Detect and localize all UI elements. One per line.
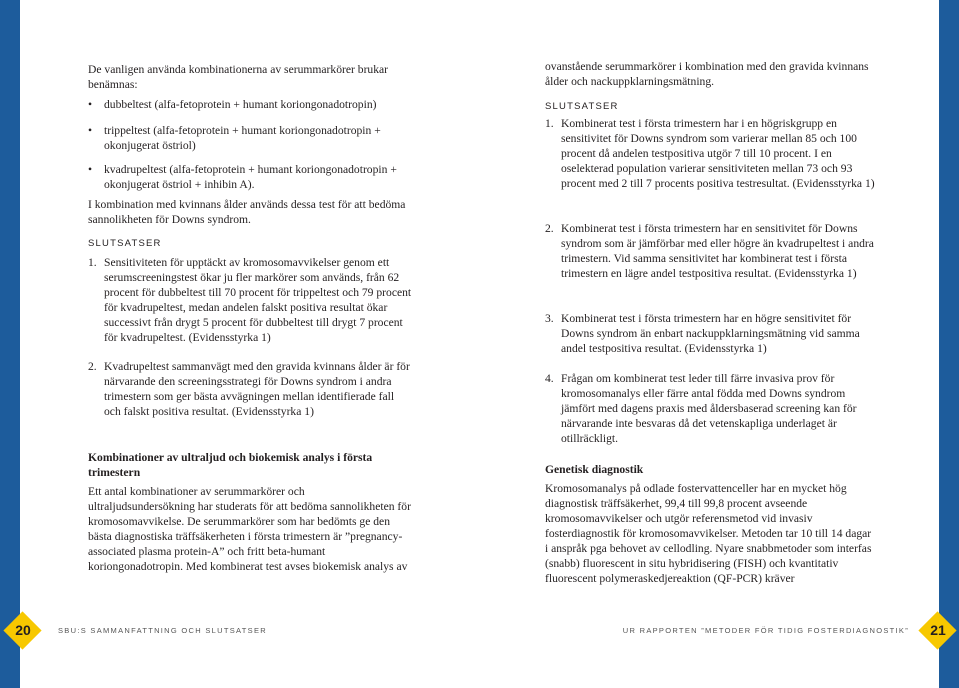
conclusion-text: Frågan om kombinerat test leder till färre invasiva prov för kromosomanalys eller färre antal födda med Downs syndrom jämfört med dagens praxis med åldersbaserad screening kan för närvarande inte besvaras då det vetenskapliga underlaget är otillräckligt. [561,372,857,445]
conclusion-item [88,359,413,419]
footer-left-text: SBU:S SAMMANFATTNING OCH SLUTSATSER [58,626,267,635]
page-number: 20 [15,622,31,638]
section-heading: Genetisk diagnostik [545,463,644,476]
conclusion-number: 1. [545,117,554,130]
conclusion-number: 3. [545,312,554,325]
marker-combination-list [88,97,413,112]
conclusion-item [88,255,413,345]
left-paragraph: I kombination med kvinnans ålder används dessa test för att bedöma sannolikheten för Downs syndrom. [88,198,406,226]
conclusion-text: Sensitiviteten för upptäckt av kromosomavvikelser genom ett serumscreeningstest ökar ju fler markörer som används, från 62 procent för dubbeltest till 70 procent för trippeltest och 79 procent för kvadrupeltest, medan andelen falskt positiva resultat ökar successivt från drygt 5 procent för dubbeltest till drygt 7 procent för kvadrupeltest. (Evidensstyrka 1) [104,256,412,344]
conclusion-text: Kombinerat test i första trimestern har en högre sensitivitet för Downs syndrom än enbart nackuppklarningsmätning vid samma andel testpositiva resultat. (Evidensstyrka 1) [561,312,860,355]
conclusion-item [545,221,875,281]
page-number-badge-right [919,612,957,650]
marker-combination-list [88,123,413,153]
footer-right-text: UR RAPPORTEN ”METODER FÖR TIDIG FOSTERDIAGNOSTIK” [622,626,909,635]
page-number-badge-left [4,612,42,650]
right-edge-band [939,0,959,688]
conclusion-text: Kombinerat test i första trimestern har i en högriskgrupp en sensitivitet för Downs syndrom som varierar mellan 85 och 100 procent då andelen testpositiva utgör 7 till 10 procent. I en oselekterad population varierar sensitiviteten mellan 73 och 93 procent med 2 till 7 procents positiva testresultat. (Evidensstyrka 1) [561,117,875,190]
conclusion-item [545,116,875,191]
left-intro: De vanligen använda kombinationerna av serummarkörer brukar benämnas: [88,63,389,91]
list-item: • trippeltest (alfa-fetoprotein + humant koriongonadotropin + okonjugerat östriol) [88,123,413,153]
conclusion-number: 4. [545,372,554,385]
slutsatser-heading: SLUTSATSER [88,238,162,249]
left-edge-band [0,0,20,688]
conclusion-item [545,311,875,356]
section-body: Ett antal kombinationer av serummarkörer och ultraljudsundersökning har studerats för att bedöma sannolikheten för kromosomavvikelse. De serummarkörer som har bedömts ge den bästa diagnostiska träffsäkerheten i första trimestern är ”pregnancy-associated plasma protein-A” och fritt beta-humant koriongonadotropin. Med kombinerat test avses biokemisk analys av [88,485,411,573]
right-intro: ovanstående serummarkörer i kombination med den gravida kvinnans ålder och nackuppklarningsmätning. [545,60,869,88]
conclusion-text: Kvadrupeltest sammanvägt med den gravida kvinnans ålder är för närvarande den screeningsstrategi för Downs syndrom i andra trimestern som ger bästa avvägningen mellan identifierade fall och falskt positiva resultat. (Evidensstyrka 1) [104,360,410,418]
conclusion-number: 2. [545,222,554,235]
marker-combination-list [88,162,413,192]
section-heading: Kombinationer av ultraljud och biokemisk analys i första trimestern [88,451,373,479]
list-item: • dubbeltest (alfa-fetoprotein + humant koriongonadotropin) [88,97,413,112]
list-item: • kvadrupeltest (alfa-fetoprotein + humant koriongonadotropin + okonjugerat östriol + inhibin A). [88,162,413,192]
conclusion-number: 2. [88,360,97,373]
section-body: Kromosomanalys på odlade fostervattenceller har en mycket hög diagnostisk träffsäkerhet, 99,4 till 99,8 procent avseende kromosomavvikelser och utgör referensmetod vid invasiv fosterdiagnostik för kromosomavvikelser. Metoden tar 10 till 14 dagar i anspråk pga behovet av cellodling. Nyare snabbmetoder som interfas (snabb) fluorescent in situ hybridisering (FISH) och kvantitativ fluorescent polymeraskedjereaktion (QF-PCR) kräver [545,482,872,585]
conclusion-number: 1. [88,256,97,269]
conclusion-text: Kombinerat test i första trimestern har en sensitivitet för Downs syndrom som är jämförbar med eller högre än kvadrupeltest i andra trimestern. Vid samma sensitivitet har kombinerat test i första trimestern en lägre andel testpositiva resultat. (Evidensstyrka 1) [561,222,874,280]
conclusion-item [545,371,875,446]
page-number: 21 [930,622,946,638]
slutsatser-heading: SLUTSATSER [545,101,619,112]
